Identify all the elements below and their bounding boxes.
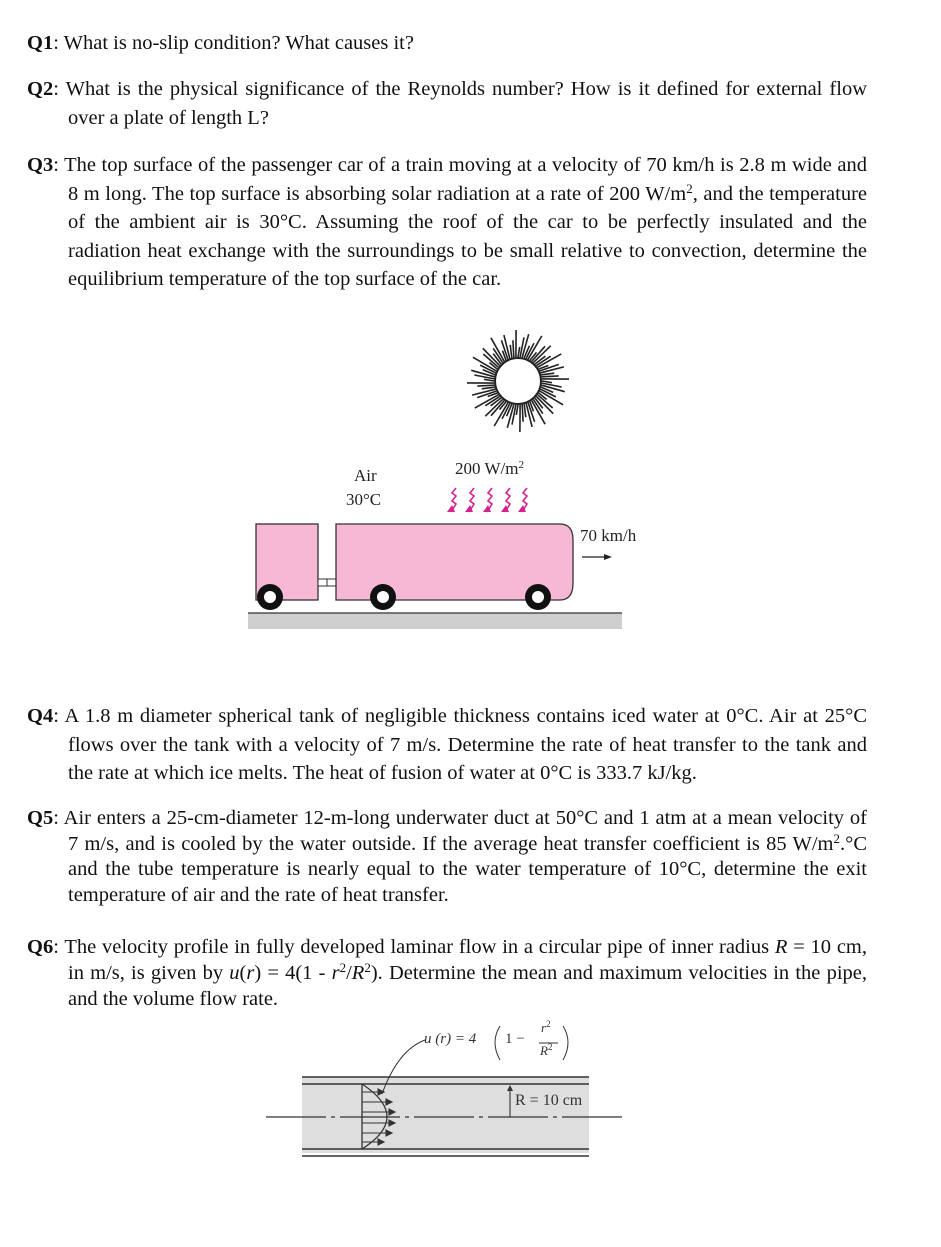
question-text: A 1.8 m diameter spherical tank of negligible thickness contains iced water at 0°C. Air at 25°C flows over the tank with a velocity of 7 m/s. Determine the rate of heat transfer to the tank and the rate at which ice melts. The heat of fusion of water at 0°C is 333.7 kJ/kg. [64, 705, 867, 784]
question-number: Q1 [27, 32, 54, 54]
question-6: Q6: The velocity profile in fully developed laminar flow in a circular pipe of inner radius R = 10 cm, in m/s, is given by $u(r) = 4(1 - r^2/R^2)$. Determine the mean and maximum velocities in the pipe, and the volume flow rate. [27, 936, 867, 1010]
air-label: Air [354, 466, 377, 485]
air-temp-label: 30°C [346, 490, 382, 509]
question-text: The top surface of the passenger car of a train moving at a velocity of 70 km/h is 2.8 m wide and 8 m long. The top surface is absorbing solar radiation at a rate of 200 W/m [64, 154, 867, 205]
equation-left: u (r) = 4 [424, 1031, 477, 1047]
pipe-interior [302, 1077, 589, 1153]
question-number: Q4 [27, 705, 54, 727]
radiation-label: 200 $W/m^2$ [455, 459, 524, 478]
superscript: 2 [686, 180, 693, 196]
equation-numerator: $r^2$ [541, 1019, 551, 1035]
separator: : [53, 78, 66, 100]
question-number: Q2 [27, 78, 54, 100]
question-number: Q5 [27, 807, 54, 829]
radius-label: R = 10 cm [515, 1092, 583, 1109]
question-text-cont: , and the temperature of the ambient air is 30°C. Assuming the roof of the car to be perfectly insulated and the radiation heat exchange with the surroundings to be small relative to convection, determine the equilibrium temperature of the top surface of the car. [68, 182, 867, 290]
question-number: Q3 [27, 154, 54, 176]
separator: : [53, 154, 65, 176]
question-text: Air enters a 25-cm-diameter 12-m-long underwater duct at 50°C and 1 atm at a mean velocity of 7 m/s, and is cooled by the water outside. If the average heat transfer coefficient is 85 W/m [63, 807, 867, 855]
equation-denominator: $R^2$ [540, 1042, 553, 1058]
question-number: Q6 [27, 936, 54, 958]
equation-one: 1 − [505, 1031, 525, 1047]
separator: : [53, 807, 64, 829]
separator: : [53, 32, 64, 54]
question-text-cont: .°C and the tube temperature is nearly equal to the water temperature of 10°C, determine the exit temperature of air and the rate of heat transfer. [68, 832, 867, 907]
question-text: What is no-slip condition? What causes it? [63, 32, 414, 54]
superscript: 2 [833, 830, 840, 846]
question-text: What is the physical significance of the Reynolds number? How is it defined for external flow over a plate of length L? [65, 78, 868, 129]
speed-label: 70 km/h [580, 526, 637, 545]
separator: : [53, 705, 65, 727]
